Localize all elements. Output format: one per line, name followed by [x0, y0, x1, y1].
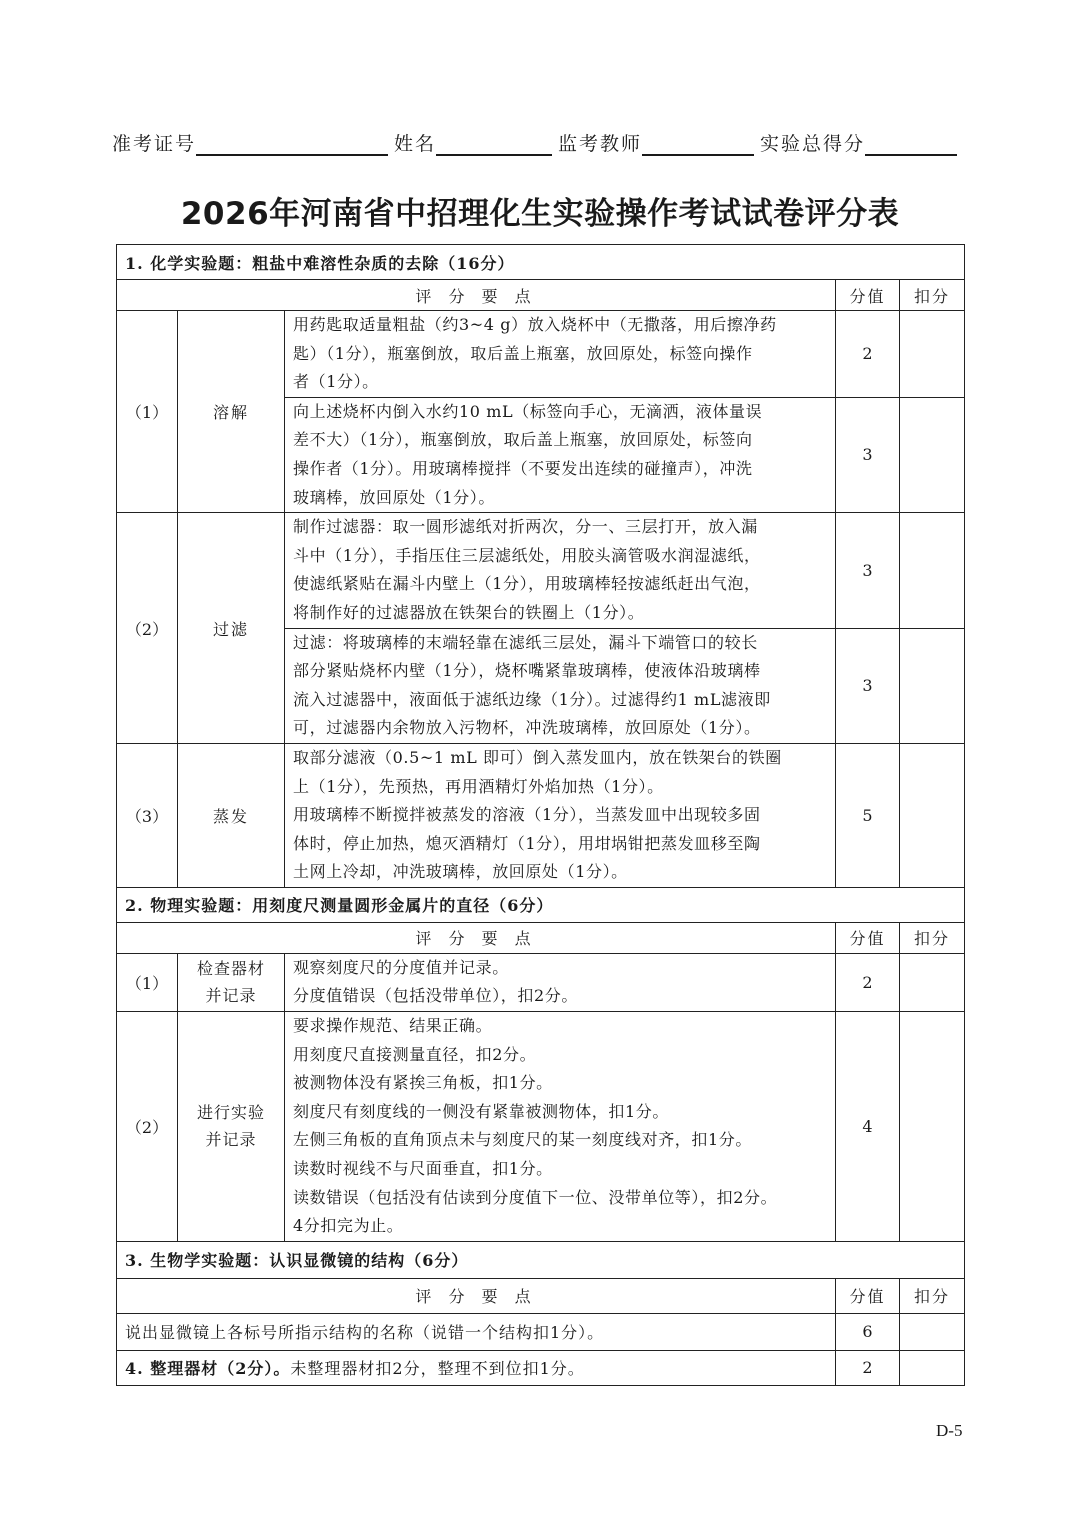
criteria-cell: 向上述烧杯内倒入水约10 mL（标签向手心，无滴洒，液体量误 差不大）（1分），瓶塞倒放，取后盖上瓶塞，放回原处，标签向 操作者（1分）。用玻璃棒搅拌（不要发出连续的碰撞声），冲洗 玻璃棒，放回原处（1分）。 — [285, 397, 836, 512]
score-value: 6 — [836, 1313, 900, 1350]
name-label: 姓名 — [394, 133, 437, 155]
deduct-cell[interactable] — [900, 743, 965, 887]
step-number: （3） — [117, 743, 178, 887]
total-score-field[interactable] — [865, 128, 957, 156]
section2-title: 2. 物理实验题：用刻度尺测量圆形金属片的直径（6分） — [117, 887, 965, 922]
candidate-info-line — [112, 128, 978, 156]
step-name: 检查器材 并记录 — [178, 953, 285, 1011]
section2-header-row — [117, 922, 965, 953]
exam-id-label: 准考证号 — [112, 133, 197, 155]
step-number: （1） — [117, 311, 178, 513]
exam-id-field[interactable] — [196, 128, 388, 156]
score-value: 2 — [836, 1350, 900, 1385]
deduct-cell[interactable] — [900, 628, 965, 743]
total-score-label: 实验总得分 — [760, 133, 866, 155]
table-row — [117, 953, 965, 1011]
scoring-table — [116, 244, 965, 1386]
score-value: 3 — [836, 628, 900, 743]
table-row — [117, 1313, 965, 1350]
deduct-cell[interactable] — [900, 953, 965, 1011]
deduct-cell[interactable] — [900, 1350, 965, 1385]
value-header: 分值 — [836, 922, 900, 953]
section4-text: 未整理器材扣2分，整理不到位扣1分。 — [290, 1359, 585, 1379]
document-title: 2026年河南省中招理化生实验操作考试试卷评分表 — [180, 196, 900, 232]
criteria-cell: 观察刻度尺的分度值并记录。 分度值错误（包括没带单位），扣2分。 — [285, 953, 836, 1011]
criteria-cell: 要求操作规范、结果正确。 用刻度尺直接测量直径，扣2分。 被测物体没有紧挨三角板，扣1分。 刻度尺有刻度线的一侧没有紧靠被测物体，扣1分。 左侧三角板的直角顶点未与刻度尺的某一刻度线对齐，扣1分。 读数时视线不与尺面垂直，扣1分。 读数错误（包括没有估读到分度值下一位、没带单位等），扣2分。 4分扣完为止。 — [285, 1012, 836, 1242]
step-number: （2） — [117, 1012, 178, 1242]
section4-title: 4. 整理器材（2分）。 — [125, 1359, 291, 1379]
deduct-cell[interactable] — [900, 1012, 965, 1242]
deduct-header: 扣分 — [900, 1278, 965, 1313]
criteria-cell: 取部分滤液（0.5~1 mL 即可）倒入蒸发皿内，放在铁架台的铁圈 上（1分），先预热，再用酒精灯外焰加热（1分）。 用玻璃棒不断搅拌被蒸发的溶液（1分），当蒸发皿中出现较多固 体时，停止加热，熄灭酒精灯（1分），用坩埚钳把蒸发皿移至陶 土网上冷却，冲洗玻璃棒，放回原处（1分）。 — [285, 743, 836, 887]
deduct-header: 扣分 — [900, 922, 965, 953]
score-value: 2 — [836, 311, 900, 398]
proctor-field[interactable] — [642, 128, 754, 156]
section1-title: 1. 化学实验题：粗盐中难溶性杂质的去除（16分） — [117, 245, 965, 280]
points-header: 评 分 要 点 — [117, 1278, 836, 1313]
step-name: 进行实验 并记录 — [178, 1012, 285, 1242]
score-value: 4 — [836, 1012, 900, 1242]
step-number: （1） — [117, 953, 178, 1011]
criteria-cell: 制作过滤器：取一圆形滤纸对折两次，分一、三层打开，放入漏 斗中（1分），手指压住三层滤纸处，用胶头滴管吸水润湿滤纸， 使滤纸紧贴在漏斗内壁上（1分），用玻璃棒轻按滤纸赶出气泡， 将制作好的过滤器放在铁架台的铁圈上（1分）。 — [285, 513, 836, 628]
section1-header-row — [117, 280, 965, 311]
deduct-header: 扣分 — [900, 280, 965, 311]
value-header: 分值 — [836, 1278, 900, 1313]
score-value: 3 — [836, 397, 900, 512]
criteria-cell: 用药匙取适量粗盐（约3~4 g）放入烧杯中（无撒落，用后擦净药 匙）（1分），瓶塞倒放，取后盖上瓶塞，放回原处，标签向操作 者（1分）。 — [285, 311, 836, 398]
table-row — [117, 1350, 965, 1385]
value-header: 分值 — [836, 280, 900, 311]
deduct-cell[interactable] — [900, 311, 965, 398]
step-name: 溶解 — [178, 311, 285, 513]
criteria-cell: 过滤：将玻璃棒的末端轻靠在滤纸三层处，漏斗下端管口的较长 部分紧贴烧杯内壁（1分），烧杯嘴紧靠玻璃棒，使液体沿玻璃棒 流入过滤器中，液面低于滤纸边缘（1分）。过滤得约1 mL滤液即 可，过滤器内余物放入污物杯，冲洗玻璃棒，放回原处（1分）。 — [285, 628, 836, 743]
score-value: 2 — [836, 953, 900, 1011]
table-row — [117, 513, 965, 628]
deduct-cell[interactable] — [900, 513, 965, 628]
step-name: 过滤 — [178, 513, 285, 744]
points-header: 评 分 要 点 — [117, 922, 836, 953]
step-number: （2） — [117, 513, 178, 744]
score-value: 5 — [836, 743, 900, 887]
section3-header-row — [117, 1278, 965, 1313]
criteria-cell: 说出显微镜上各标号所指示结构的名称（说错一个结构扣1分）。 — [117, 1313, 836, 1350]
page-number: D-5 — [936, 1421, 963, 1440]
step-name: 蒸发 — [178, 743, 285, 887]
table-row — [117, 1012, 965, 1242]
deduct-cell[interactable] — [900, 1313, 965, 1350]
proctor-label: 监考教师 — [558, 133, 643, 155]
section3-title: 3. 生物学实验题：认识显微镜的结构（6分） — [117, 1241, 965, 1278]
table-row — [117, 311, 965, 398]
section4-cell — [117, 1350, 836, 1385]
name-field[interactable] — [436, 128, 552, 156]
deduct-cell[interactable] — [900, 397, 965, 512]
score-value: 3 — [836, 513, 900, 628]
points-header: 评 分 要 点 — [117, 280, 836, 311]
table-row — [117, 743, 965, 887]
